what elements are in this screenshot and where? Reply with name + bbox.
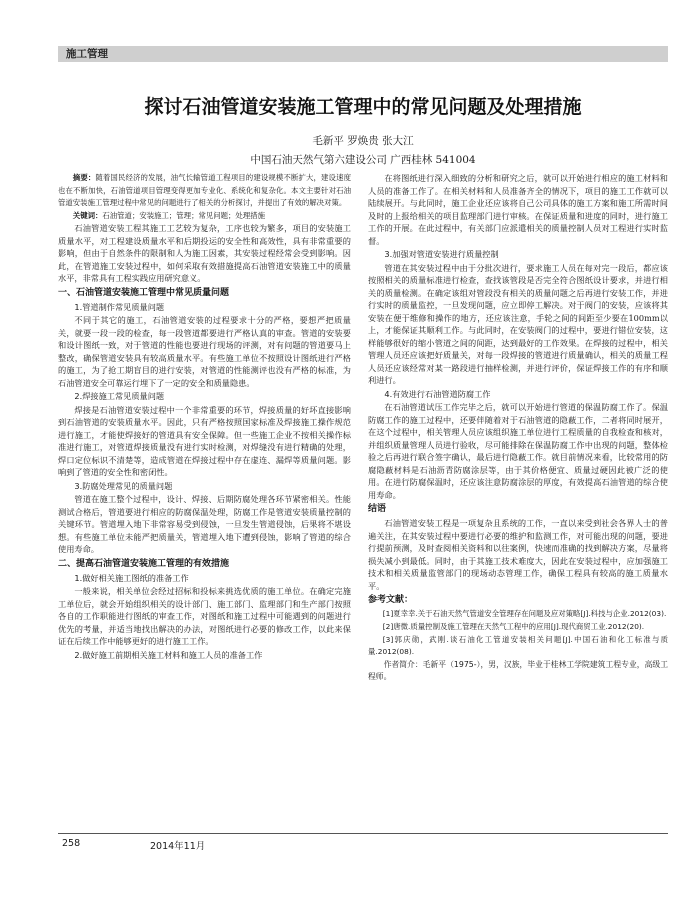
reference-item: [2]唐微.质量控制及施工管理在天然气工程中的应用[J].现代商贸工业.2012(20). <box>382 622 645 631</box>
intro-paragraph: 石油管道安装工程其施工工艺较为复杂，工序也较为繁多，项目的安装施工质量水平，对工程建设质量水平和后期投运的安全性和高效性，具有非常重要的影响，但由于自然条件的限制和人为施工因素，其安装过程经常会受到影响。因此，在管道施工安装过程中，如何采取有效措施提高石油管道安装施工中的质量水平，非常具有工程实践应用研究意义。 <box>58 223 351 283</box>
subsection-2-4-text: 在石油管道试压工作完毕之后，就可以开始进行管道的保温防腐工作了。保温防腐工作的施工过程中，还要伴随着对于石油管道的隐蔽工作，二者将同时展开，在这个过程中，相关管理人员应该组织施工单位进行工程质量的自我检查和核对，并组织质量管理人员进行验收，尽可能排除在保温防腐工作中出现的问题，整体检验之后再进行联合签字确认，最后进行隐蔽工作。就目前情况来看，比较常用的防腐隐蔽材料是石油沥青防腐涂层等，由于其价格便宜、质量过硬因此被广泛的使用。在进行防腐保温时，还应该注意防腐涂层的厚度，有效提高石油管道的综合使用寿命。 <box>368 402 668 500</box>
reference-item: [3]郭庆勋，武刚.谈石油化工管道安装相关问题[J].中国石油和化工标准与质量.2012(08). <box>368 635 668 656</box>
abstract <box>58 172 351 210</box>
right-column <box>368 172 668 683</box>
keywords-label: 关键词： <box>72 210 103 220</box>
subsection-2-2-text: 在将图纸进行深入细致的分析和研究之后，就可以开始进行相应的施工材料和人员的准备工作了。在相关材料和人员准备齐全的情况下，项目的施工工作就可以陆续展开。与此同时，施工企业还应该将自己公司具体的施工方案和施工所需时间及时的上报给相关的项目监理部门进行审核。在保证质量和进度的同时，进行施工工作的开展。在此过程中，有关部门应派遣相关的质量控制人员对工程进行实时监督。 <box>368 173 668 246</box>
conclusion-heading: 结语 <box>368 504 387 514</box>
author-bio: 作者简介：毛新平（1975-），男，汉族，毕业于桂林工学院建筑工程专业，高级工程师。 <box>368 660 668 681</box>
subsection-1-2-text: 焊接是石油管道安装过程中一个非常重要的环节，焊接质量的好坏直接影响到石油管道的安装质量水平。因此，只有严格按照国家标准及焊接施工操作规范进行施工，才能使焊接好的管道具有安全保障。但一些施工企业不按相关操作标准进行施工，对管道焊接质量没有进行实时检测，对焊缝没有进行精确的处理，焊口定位标识不清楚等，造成管道在焊接过程中存在虚连、漏焊等质量问题。影响到了管道的安全性和密闭性。 <box>58 404 351 477</box>
section-1-heading: 一、石油管道安装施工管理中常见质量问题 <box>58 287 230 298</box>
subsection-2-1-text: 一般来说，相关单位会经过招标和投标来挑选优质的施工单位。在确定完施工单位后，就会开始组织相关的设计部门、施工部门、监理部门和生产部门按照各自的工作职能进行图纸的审查工作，对图纸和施工过程中可能遇到的问题进行优先的考量，并适当地找出解决的办法，对图纸进行必要的修改工作，以此来保证在后续工作中能够更好的进行施工工作。 <box>58 586 351 646</box>
page-number: 258 <box>62 838 81 849</box>
conclusion-text: 石油管道安装工程是一项复杂且系统的工作，一直以来受到社会各界人士的普遍关注，在其安装过程中要进行必要的维护和监测工作，对可能出现的问题，要进行提前预测，及时查阅相关资料和以往案例，快速而准确的找到解决方案，尽量将损失减小到最低。同时，由于其施工技术难度大，因此在安装过程中，应加强施工技术和相关质量监管部门的现场动态管理工作，确保工程具有较高的施工质量水平。 <box>368 518 668 591</box>
subsection-2-3-text: 管道在其安装过程中由于分批次进行，要求施工人员在每对完一段后，都应该按照相关的质量标准进行检查，查找该管段是否完全符合图纸设计要求，并进行相关的质量检测。在确定该组对管段没有相关的质量问题之后再进行安装工作，并进行实时的质量监控，一旦发现问题，应立即停工解决。对于阀门的安装，应该将其安装在便于维修和操作的地方，还应该注意，手轮之间的间距至少要在100mm以上，才能保证其顺利工作。与此同时，在安装阀门的过程中，要进行错位安装，这样能够很好的缩小管道之间的间距，达到最好的工作效果。在焊接的过程中，相关管理人员还应该把好质量关，对每一段焊接的管道进行质量确认，相关的质量工程人员还应该经常对某一路段进行抽样检测，并进行评价，保证焊接工作的有序和顺利进行。 <box>368 262 668 385</box>
subsection-2-4-heading: 4.有效进行石油管道防腐工作 <box>384 388 491 399</box>
affiliation: 中国石油天然气第六建设公司 广西桂林 541004 <box>250 154 476 166</box>
author-list: 毛新平 罗焕贵 张大江 <box>312 135 414 147</box>
subsection-1-1-heading: 1.管道制作常见质量问题 <box>74 301 165 312</box>
left-column <box>58 172 351 662</box>
issue-date: 2014年11月 <box>150 841 206 852</box>
references-heading: 参考文献： <box>368 595 414 605</box>
reference-item: [1]夏幸幸.关于石油天然气管道安全管理存在问题及应对策略[J].科技与企业.2012(03). <box>382 609 667 618</box>
subsection-1-3-text: 管道在施工整个过程中，设计、焊接、后期防腐处理各环节紧密相关。性能测试合格后，管道要进行相应的防腐保温处理，防腐工作是管道安装质量控制的关键环节。管道埋入地下非常容易受到侵蚀，一旦发生管道侵蚀，后果将不堪设想。有些施工单位未能严把质量关，管道埋入地下遭到侵蚀，影响了管道的综合使用寿命。 <box>58 494 351 554</box>
abstract-label: 摘要： <box>72 173 96 182</box>
subsection-1-1-text: 不同于其它的施工，石油管道安装的过程要求十分的严格，要想严把质量关，就要一段一段的检查，每一段管道都要进行严格认真的审查。管道的安装要和设计图纸一致，对于管道的性能也要进行现场的评测，对有问题的管道要马上整改，确保管道安装具有较高质量水平。有些施工单位不按照设计图纸进行严格的施工，为了抢工期盲目的进行安装，对管道的性能测评也没有严格的标准，为石油管道安全可靠运行埋下了一定的安全和质量隐患。 <box>58 315 351 388</box>
subsection-2-3-heading: 3.加强对管道安装进行质量控制 <box>384 249 499 259</box>
footer-rule <box>58 833 668 834</box>
paper-title: 探讨石油管道安装施工管理中的常见问题及处理措施 <box>144 96 582 118</box>
abstract-text: 随着国民经济的发展，油气长输管道工程项目的建设规模不断扩大，建设速度也在不断加快，石油管道项目管理变得更加专业化、系统化和复杂化。本文主要针对石油管道安装施工管理过程中常见的问题进行了相关的分析探讨，并提出了有效的解决对策。 <box>58 173 351 207</box>
keywords-text: 石油管道；安装施工；管理；常见问题；处理措施 <box>102 210 265 220</box>
subsection-2-2-heading: 2.做好施工前期相关施工材料和施工人员的准备工作 <box>74 649 263 660</box>
section-tag: 施工管理 <box>66 48 108 60</box>
section-header-bar <box>58 46 668 62</box>
subsection-2-1-heading: 1.做好相关施工图纸的准备工作 <box>74 572 189 583</box>
keywords <box>58 210 351 223</box>
section-2-heading: 二、提高石油管道安装施工管理的有效措施 <box>58 558 230 569</box>
subsection-1-2-heading: 2.焊接施工常见质量问题 <box>74 391 165 401</box>
subsection-1-3-heading: 3.防腐处理常见的质量问题 <box>74 480 173 491</box>
